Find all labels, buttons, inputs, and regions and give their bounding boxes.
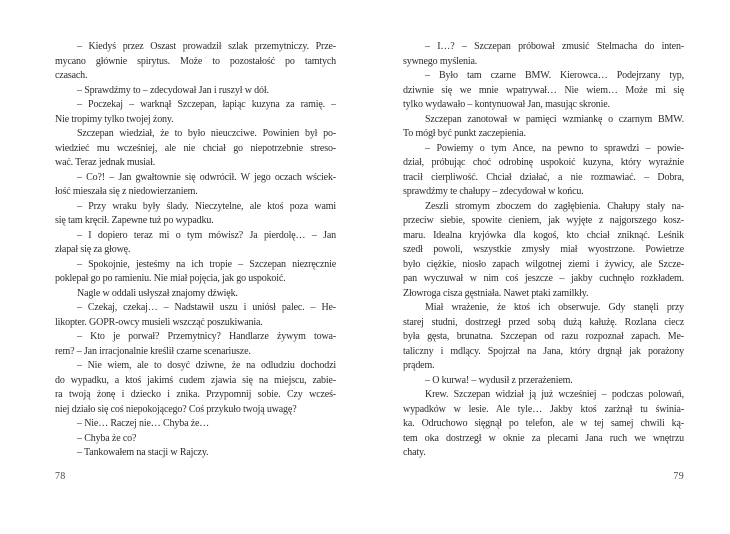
text-line: czasach.	[55, 70, 88, 81]
text-line: – Czekaj, czekaj… – Nadstawił uszu i uniósł palec. – He-	[77, 302, 336, 313]
text-line: tem oka dostrzegł w oknie za plecami Jana ruch we wnętrzu	[403, 432, 684, 444]
text-line: Szczepan wiedział, że to było nieuczciwe. Powinien był po-	[77, 128, 336, 139]
paragraph	[403, 374, 684, 389]
text-line: Zeszli stromym zboczem do zagłębienia. Chałupy stały na-	[425, 200, 684, 212]
paragraph	[55, 359, 336, 417]
text-line: ka. Odruchowo sięgnął po telefon, ale w tej samej chwili ką-	[403, 418, 684, 429]
page-right-text	[403, 40, 684, 461]
text-line: była gęsta, brunatna. Szczepan od razu rozpoznał zapach. Me-	[403, 331, 684, 342]
text-line: złapał się za głowę.	[55, 244, 131, 255]
text-line: – I…? – Szczepan próbował zmusić Stelmacha do inten-	[425, 41, 684, 52]
paragraph	[55, 258, 336, 287]
text-line: wać. Teraz jednak musiał.	[55, 157, 156, 168]
paragraph	[55, 171, 336, 200]
text-line: poklepał go po ramieniu. Nie miał pojęcia, jak go uspokoić.	[55, 273, 286, 284]
text-line: Złowroga cisza gęstniała. Nawet ptaki zamilkły.	[403, 287, 589, 299]
text-line: – Nie wiem, ale to dosyć dziwne, że na odludziu dochodzi	[77, 360, 336, 371]
text-line: To mógł być punkt zaczepienia.	[403, 128, 526, 139]
text-line: ra twoją żonę i dziecko i znika. Przypomnij sobie. Czy wcześ-	[55, 389, 336, 400]
paragraph	[403, 200, 684, 302]
text-line: – Kiedyś przez Oszast prowadził szlak przemytniczy. Prze-	[77, 41, 336, 52]
text-line: – Sprawdźmy to – zdecydował Jan i ruszył w dół.	[77, 84, 269, 96]
paragraph	[55, 446, 336, 461]
text-line: sywnego myślenia.	[403, 55, 478, 67]
page-left-text	[55, 40, 336, 461]
text-line: prądem.	[403, 360, 435, 371]
text-line: maru. Idealna kryjówka dla kogoś, kto chciał zniknąć. Leśnik	[403, 229, 684, 241]
page-number-left: 78	[55, 471, 66, 482]
text-line: – O kurwa! – wydusił z przerażeniem.	[425, 374, 573, 386]
text-line: przeciw siebie, spowite cieniem, jak wyjęte z najgorszego kosz-	[403, 215, 684, 226]
text-line: sprawdźmy te chałupy – zdecydował w końcu.	[403, 186, 584, 197]
text-line: Miał wrażenie, że ktoś ich obserwuje. Gdy stanęli przy	[425, 302, 684, 313]
text-line: wypadków w lesie. Ale tyle… Jakby ktoś zarżnął tu świnia-	[403, 403, 684, 415]
text-line: Krew. Szczepan widział ją już wcześniej – podczas polowań,	[425, 389, 684, 400]
paragraph	[55, 287, 336, 302]
text-line: – Poczekaj – warknął Szczepan, łapiąc kuzyna za ramię. –	[77, 99, 336, 110]
paragraph	[55, 40, 336, 84]
text-line: Szczepan zanotował w pamięci wzmiankę o czarnym BMW.	[425, 113, 684, 125]
text-line: rem? – Jan irracjonalnie kreślił czarne scenariusze.	[55, 345, 251, 357]
paragraph	[55, 84, 336, 99]
paragraph	[55, 301, 336, 330]
paragraph	[403, 301, 684, 374]
text-line: chaty.	[403, 447, 426, 458]
text-line: – Spokojnie, jesteśmy na ich tropie – Szczepan niezręcznie	[77, 258, 336, 270]
paragraph	[55, 200, 336, 229]
text-line: taliczny i mdlący. Spojrzał na Jana, który drgnął jak porażony	[403, 345, 684, 357]
text-line: było ciężkie, niosło zapach wilgotnej ziemi i żywicy, ale Szcze-	[403, 258, 684, 270]
paragraph	[55, 330, 336, 359]
text-line: – I dopiero teraz mi o tym mówisz? Ja pierdolę… – Jan	[77, 229, 336, 241]
text-line: – Kto je porwał? Przemytnicy? Handlarze żywym towa-	[77, 331, 336, 342]
text-line: niej działo się coś niepokojącego? Coś przykuło twoją uwagę?	[55, 403, 297, 415]
text-line: likopter. GOPR-owcy musieli wszcząć poszukiwania.	[55, 316, 263, 328]
text-line: – Nie… Raczej nie… Chyba że…	[77, 418, 210, 429]
text-line: tracił cierpliwość. Chciał działać, a nie rozmawiać. – Dobra,	[403, 171, 684, 183]
text-line: – Chyba że co?	[77, 432, 137, 444]
paragraph	[403, 142, 684, 200]
text-line: tylko wydawało – kontynuował Jan, masując skronie.	[403, 99, 610, 110]
text-line: dziwnie się we mnie wpatrywał… Nie wiem… Może mi się	[403, 84, 684, 96]
text-line: Nie tropimy tylko twojej żony.	[55, 113, 174, 125]
text-line: szedł powoli, wszystkie zmysły miał wyostrzone. Powietrze	[403, 244, 684, 255]
text-line: wiedzieć mu wcześniej, ale nie chciał go niepotrzebnie streso-	[55, 142, 336, 154]
text-line: – Powiemy o tym Ance, na pewno to sprawdzi – powie-	[425, 142, 684, 154]
paragraph	[403, 113, 684, 142]
paragraph	[55, 417, 336, 432]
text-line: Nagle w oddali usłyszał znajomy dźwięk.	[77, 287, 238, 299]
text-line: łość mieszała się z niedowierzaniem.	[55, 186, 198, 197]
page-number-right: 79	[673, 471, 684, 482]
paragraph	[403, 388, 684, 461]
text-line: – Przy wraku były ślady. Nieczytelne, ale ktoś poza wami	[77, 200, 336, 212]
text-line: pan wyczuwał w nim coś jeszcze – jakby cuchnęło rozkładem.	[403, 273, 684, 284]
paragraph	[55, 432, 336, 447]
paragraph	[403, 69, 684, 113]
text-line: się tam kręcił. Zapewne tuż po wypadku.	[55, 215, 214, 226]
paragraph	[403, 40, 684, 69]
text-line: – Było tam czarne BMW. Kierowca… Podejrzany typ,	[425, 70, 684, 81]
text-line: – Tankowałem na stacji w Rajczy.	[77, 447, 209, 458]
text-line: mycano głównie spirytus. Może to pozostałość po tamtych	[55, 55, 336, 67]
paragraph	[55, 98, 336, 127]
text-line: – Co?! – Jan gwałtownie się odwrócił. W jego oczach wściek-	[77, 171, 336, 183]
text-line: do wypadku, a ktoś jakimś cudem zjawia się na miejscu, zabie-	[55, 374, 336, 386]
paragraph	[55, 127, 336, 171]
text-line: starej studni, dostrzegł przed sobą dużą kałużę. Rozlana ciecz	[403, 316, 684, 328]
paragraph	[55, 229, 336, 258]
text-line: dział, próbując choć odrobinę uspokoić kuzyna, który wyraźnie	[403, 157, 684, 168]
